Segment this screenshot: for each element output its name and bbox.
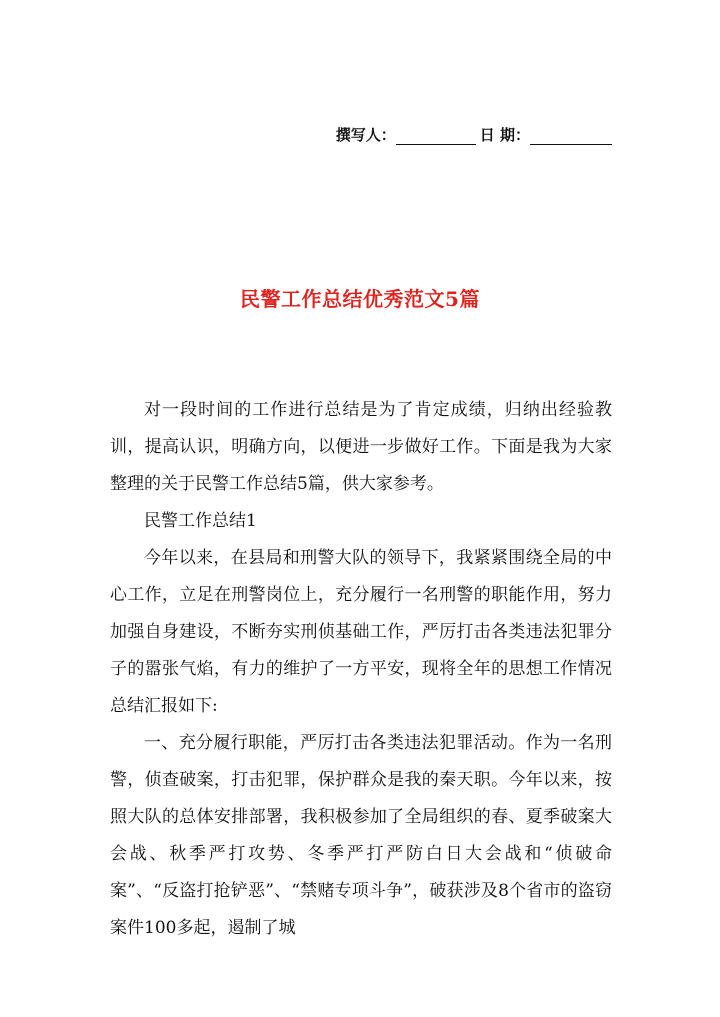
document-body bbox=[110, 392, 612, 947]
body-paragraph: 今年以来，在县局和刑警大队的领导下，我紧紧围绕全局的中心工作，立足在刑警岗位上，充分履行一名刑警的职能作用，努力加强自身建设，不断夯实刑侦基础工作，严厉打击各类违法犯罪分子的嚣张气焰，有力的维护了一方平安，现将全年的思想工作情况总结汇报如下: bbox=[110, 548, 612, 716]
author-blank bbox=[396, 129, 476, 145]
author-date-line bbox=[336, 124, 612, 145]
date-blank bbox=[530, 129, 612, 145]
document-title: 民警工作总结优秀范文5篇 bbox=[240, 287, 480, 311]
section-heading: 民警工作总结1 bbox=[144, 511, 257, 531]
date-label: 日 期： bbox=[479, 126, 530, 144]
author-label: 撰写人： bbox=[335, 126, 396, 144]
body-paragraph: 一、充分履行职能，严厉打击各类违法犯罪活动。作为一名刑警，侦查破案，打击犯罪，保护群众是我的秦天职。今年以来，按照大队的总体安排部署，我积极参加了全局组织的春、夏季破案大会战、秋季严打攻势、冬季严打严防白日大会战和“侦破命案”、“反盗打抢铲恶”、“禁赌专项斗争”，破获涉及8个省市的盗窃案件100多起，遏制了城 bbox=[110, 733, 612, 938]
intro-paragraph: 对一段时间的工作进行总结是为了肯定成绩，归纳出经验教训，提高认识，明确方向，以便进一步做好工作。下面是我为大家整理的关于民警工作总结5篇，供大家参考。 bbox=[110, 400, 612, 494]
